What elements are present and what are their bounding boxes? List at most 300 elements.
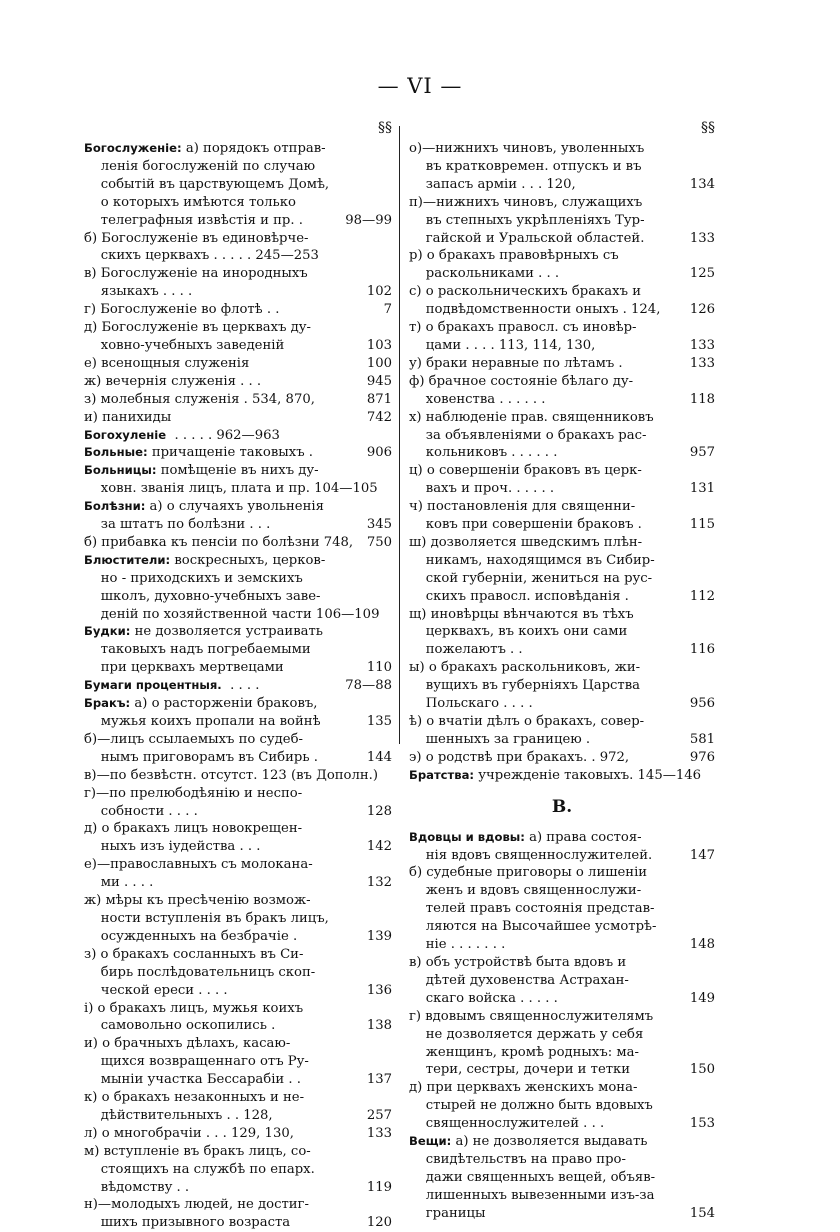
entry-text xyxy=(409,1133,715,1151)
page-reference: 257 xyxy=(366,1107,392,1123)
entry-text xyxy=(409,444,684,462)
entry-text xyxy=(84,462,392,480)
index-line xyxy=(84,731,392,749)
entry-body: б) Богослуженіе въ единовѣрче- xyxy=(84,230,309,246)
headword: Больные: xyxy=(84,445,148,460)
entry-text xyxy=(84,892,392,910)
column-divider xyxy=(399,126,400,744)
entry-body: пожелаютъ . . xyxy=(409,642,523,658)
entry-text xyxy=(84,982,361,1000)
entry-body: лишенныхъ вывезенными изъ-за xyxy=(409,1187,655,1203)
entry-body: . . . . . 962—963 xyxy=(170,427,280,443)
entry-text xyxy=(84,265,392,283)
entry-body: у) браки неравные по лѣтамъ . xyxy=(409,355,623,371)
entry-text xyxy=(84,444,361,462)
index-line xyxy=(409,918,715,936)
index-line xyxy=(409,606,715,624)
page-reference: 118 xyxy=(689,391,715,407)
page-reference: 120 xyxy=(366,1215,392,1231)
index-line xyxy=(84,713,392,731)
entry-body: не дозволяется устраивать xyxy=(134,624,323,640)
entry-body: цами . . . . 113, 114, 130, xyxy=(409,337,596,353)
entry-text xyxy=(409,972,715,990)
entry-body: ковъ при совершеніи браковъ . xyxy=(409,517,642,533)
index-line xyxy=(84,1053,392,1071)
index-line xyxy=(84,964,392,982)
index-line xyxy=(84,1089,392,1107)
index-line xyxy=(84,265,392,283)
index-line xyxy=(409,444,715,462)
index-line xyxy=(84,480,392,498)
index-line xyxy=(409,373,715,391)
entry-text xyxy=(84,534,361,552)
index-line xyxy=(409,972,715,990)
entry-text xyxy=(84,427,392,445)
entry-body: щ) иновѣрцы вѣнчаются въ тѣхъ xyxy=(409,606,634,622)
entry-text xyxy=(409,480,684,498)
entry-text xyxy=(84,1161,392,1179)
headword: Братства: xyxy=(409,767,475,782)
page-reference: 147 xyxy=(689,847,715,863)
entry-body: д) при церквахъ женскихъ мона- xyxy=(409,1080,638,1096)
index-line xyxy=(84,928,392,946)
entry-body: щихся возвращеннаго отъ Ру- xyxy=(84,1054,309,1070)
headword: Больницы: xyxy=(84,463,157,478)
index-line xyxy=(84,355,392,373)
entry-body: никамъ, находящимся въ Сибир- xyxy=(409,552,655,568)
entry-text xyxy=(84,856,392,874)
entry-body: ляются на Высочайшее усмотрѣ- xyxy=(409,919,657,935)
entry-body: о)—нижнихъ чиновъ, уволенныхъ xyxy=(409,141,645,156)
entry-text xyxy=(409,176,684,194)
index-line xyxy=(84,230,392,248)
entry-body: м) вступленіе въ бракъ лицъ, со- xyxy=(84,1143,311,1159)
entry-text xyxy=(409,462,715,480)
entry-text xyxy=(84,659,361,677)
index-line xyxy=(84,856,392,874)
entry-text xyxy=(409,391,684,409)
entry-text xyxy=(409,623,715,641)
entry-body: ми . . . . xyxy=(84,875,154,891)
page-reference: 154 xyxy=(689,1205,715,1221)
entry-text xyxy=(409,158,715,176)
entry-body: мыніи участка Бессарабіи . . xyxy=(84,1072,301,1088)
page-reference: 100 xyxy=(366,355,392,371)
index-line xyxy=(84,212,392,230)
entry-text xyxy=(409,212,715,230)
index-line xyxy=(84,982,392,1000)
index-line xyxy=(409,1169,715,1187)
page-reference: 125 xyxy=(689,266,715,282)
index-line xyxy=(409,623,715,641)
entry-text xyxy=(84,1179,361,1197)
page-reference: 957 xyxy=(689,445,715,461)
entry-text xyxy=(84,1107,361,1125)
entry-text xyxy=(409,882,715,900)
entry-text xyxy=(84,749,361,767)
entry-body: вахъ и проч. . . . . . xyxy=(409,481,555,497)
index-line xyxy=(84,337,392,355)
entry-body: ховенства . . . . . . xyxy=(409,391,546,407)
page-reference: 116 xyxy=(689,642,715,658)
page-reference: 153 xyxy=(689,1116,715,1132)
index-line xyxy=(84,749,392,767)
index-line xyxy=(409,498,715,516)
index-line xyxy=(84,516,392,534)
page-reference: 150 xyxy=(689,1062,715,1078)
entry-body: дажи священныхъ вещей, объяв- xyxy=(409,1169,656,1185)
index-line xyxy=(84,1179,392,1197)
entry-text xyxy=(84,838,361,856)
entry-text xyxy=(409,1115,684,1133)
entry-body: границы xyxy=(409,1205,486,1221)
index-line xyxy=(409,1097,715,1115)
entry-body: і) о бракахъ лицъ, мужья коихъ xyxy=(84,1000,304,1016)
entry-body: ы) о бракахъ раскольниковъ, жи- xyxy=(409,660,641,676)
index-line xyxy=(84,1107,392,1125)
index-line xyxy=(84,892,392,910)
entry-body: ховно-учебныхъ заведеній xyxy=(84,337,285,353)
entry-body: событій въ царствующемъ Домѣ, xyxy=(84,176,330,192)
index-line xyxy=(409,1205,715,1223)
right-entries-v xyxy=(409,829,715,1223)
index-line xyxy=(409,1079,715,1097)
entry-text xyxy=(409,847,684,865)
index-line xyxy=(84,570,392,588)
index-line xyxy=(409,158,715,176)
index-line xyxy=(409,570,715,588)
index-line xyxy=(409,864,715,882)
entry-text xyxy=(84,1125,361,1143)
index-line xyxy=(409,391,715,409)
entry-body: нымъ приговорамъ въ Сибирь . xyxy=(84,749,318,765)
index-line xyxy=(409,847,715,865)
entry-text xyxy=(84,1089,392,1107)
entry-text xyxy=(84,1035,392,1053)
page-reference: 110 xyxy=(366,660,392,676)
page-reference: 956 xyxy=(689,696,715,712)
page-reference: 139 xyxy=(366,928,392,944)
index-line xyxy=(409,954,715,972)
headword: Вдовцы и вдовы: xyxy=(409,829,525,844)
entry-body: а) права состоя- xyxy=(529,829,642,845)
entry-text xyxy=(84,820,392,838)
entry-text xyxy=(84,1000,392,1018)
entry-body: л) о многобрачіи . . . 129, 130, xyxy=(84,1125,294,1141)
index-line xyxy=(84,391,392,409)
index-line xyxy=(409,1061,715,1079)
index-line xyxy=(409,677,715,695)
entry-text xyxy=(409,355,684,373)
headword: Богохуленіе xyxy=(84,427,167,442)
entry-body: е) всенощныя служенія xyxy=(84,355,250,371)
entry-body: к) о бракахъ незаконныхъ и не- xyxy=(84,1090,305,1106)
entry-text xyxy=(409,301,684,319)
headword: Бумаги процентныя. xyxy=(84,678,222,693)
index-line xyxy=(409,516,715,534)
index-line xyxy=(84,767,392,785)
entry-body: а) не дозволяется выдавать xyxy=(455,1134,648,1150)
index-line xyxy=(409,212,715,230)
page-reference: 133 xyxy=(689,355,715,371)
page-reference: 102 xyxy=(366,284,392,300)
entry-body: но - приходскихъ и земскихъ xyxy=(84,570,303,586)
entry-body: е)—православныхъ съ молокана- xyxy=(84,857,313,873)
index-column-left xyxy=(84,120,392,1232)
entry-body: в)—по безвѣстн. отсутст. 123 (въ Дополн.) xyxy=(84,767,378,783)
entry-body: школъ, духовно-учебныхъ заве- xyxy=(84,588,321,604)
entry-body: ж) вечернія служенія . . . xyxy=(84,373,262,389)
entry-body: раскольниками . . . xyxy=(409,266,560,282)
entry-text xyxy=(409,954,715,972)
headword: Болѣзни: xyxy=(84,499,146,514)
entry-body: за штатъ по болѣзни . . . xyxy=(84,517,271,533)
entry-text xyxy=(409,516,684,534)
index-line xyxy=(84,623,392,641)
index-line xyxy=(409,588,715,606)
entry-body: а) порядокъ отправ- xyxy=(185,141,326,156)
index-line xyxy=(409,337,715,355)
index-line xyxy=(409,194,715,212)
page-reference: 133 xyxy=(366,1125,392,1141)
entry-text xyxy=(409,373,715,391)
page-reference: 945 xyxy=(366,373,392,389)
entry-text xyxy=(409,337,684,355)
entry-body: свидѣтельствъ на право про- xyxy=(409,1151,626,1167)
page-reference: 976 xyxy=(689,749,715,765)
index-line xyxy=(84,140,392,158)
entry-body: ніе . . . . . . . xyxy=(409,937,506,953)
headword: Бракъ: xyxy=(84,696,131,711)
index-line xyxy=(84,498,392,516)
headword: Будки: xyxy=(84,624,131,639)
index-line xyxy=(84,641,392,659)
headword: Богослуженіе: xyxy=(84,141,182,155)
page-reference: 131 xyxy=(689,481,715,497)
entry-body: г)—по прелюбодѣянію и неспо- xyxy=(84,785,303,801)
entry-body: б) прибавка къ пенсіи по болѣзни 748, xyxy=(84,534,354,550)
entry-body: стоящихъ на службѣ по епарх. xyxy=(84,1161,315,1177)
index-line xyxy=(409,480,715,498)
index-line xyxy=(84,677,392,695)
entry-text xyxy=(409,247,715,265)
entry-body: п)—нижнихъ чиновъ, служащихъ xyxy=(409,194,643,210)
letter-heading: В. xyxy=(551,796,573,817)
entry-text xyxy=(409,749,684,767)
entry-text xyxy=(84,767,392,785)
page-reference: 149 xyxy=(689,990,715,1006)
index-line xyxy=(409,990,715,1008)
entry-body: самовольно оскопились . xyxy=(84,1018,276,1034)
left-entries xyxy=(84,140,392,1232)
page-reference: 103 xyxy=(366,337,392,353)
entry-text xyxy=(409,641,684,659)
entry-text xyxy=(409,677,715,695)
page-reference: 98—99 xyxy=(345,212,392,228)
entry-text xyxy=(84,355,361,373)
section-mark-left: §§ xyxy=(378,120,392,136)
entry-text xyxy=(84,1196,392,1214)
entry-text xyxy=(84,176,392,194)
entry-body: з) о бракахъ сосланныхъ въ Си- xyxy=(84,946,304,962)
entry-body: б)—лицъ ссылаемыхъ по судеб- xyxy=(84,731,303,747)
index-line xyxy=(84,1161,392,1179)
page-reference: 142 xyxy=(366,839,392,855)
entry-text xyxy=(409,1187,715,1205)
entry-body: бирь послѣдовательницъ скоп- xyxy=(84,964,316,980)
index-line xyxy=(84,158,392,176)
page-reference: 133 xyxy=(689,230,715,246)
page-reference: 115 xyxy=(689,517,715,533)
index-line xyxy=(409,749,715,767)
entry-body: о которыхъ имѣются только xyxy=(84,194,296,210)
entry-text xyxy=(84,552,392,570)
page-reference: 136 xyxy=(366,982,392,998)
entry-text xyxy=(409,1169,715,1187)
index-line xyxy=(409,319,715,337)
entry-body: таковыхъ надъ погребаемыми xyxy=(84,642,311,658)
index-line xyxy=(409,427,715,445)
entry-text xyxy=(84,928,361,946)
index-line xyxy=(84,462,392,480)
entry-text xyxy=(409,194,715,212)
entry-body: шихъ призывного возраста xyxy=(84,1215,291,1231)
index-line xyxy=(409,936,715,954)
index-line xyxy=(409,409,715,427)
entry-text xyxy=(84,391,361,409)
index-line xyxy=(84,803,392,821)
entry-text xyxy=(409,570,715,588)
entry-body: ности вступленія въ бракъ лицъ, xyxy=(84,910,329,926)
index-line xyxy=(84,1035,392,1053)
entry-body: тери, сестры, дочери и тетки xyxy=(409,1062,631,1078)
index-line xyxy=(84,1000,392,1018)
entry-body: ской губерніи, жениться на рус- xyxy=(409,570,653,586)
entry-text xyxy=(409,731,684,749)
index-line xyxy=(409,900,715,918)
entry-body: Польскаго . . . . xyxy=(409,696,533,712)
entry-text xyxy=(409,498,715,516)
entry-body: р) о бракахъ правовѣрныхъ съ xyxy=(409,248,619,264)
entry-body: ц) о совершеніи браковъ въ церк- xyxy=(409,463,642,479)
page-reference: 133 xyxy=(689,337,715,353)
entry-text xyxy=(84,1214,361,1232)
entry-body: ныхъ изъ іудейства . . . xyxy=(84,839,261,855)
entry-text xyxy=(84,498,392,516)
index-line xyxy=(84,874,392,892)
entry-body: запасъ арміи . . . 120, xyxy=(409,176,576,192)
entry-text xyxy=(84,158,392,176)
entry-body: воскресныхъ, церков- xyxy=(174,552,326,568)
index-line xyxy=(84,820,392,838)
entry-body: в) Богослуженіе на инородныхъ xyxy=(84,266,308,282)
entry-body: подвѣдомственности оныхъ . 124, xyxy=(409,302,661,318)
index-line xyxy=(84,910,392,928)
entry-text xyxy=(409,1061,684,1079)
index-line xyxy=(84,247,392,265)
page-reference: 871 xyxy=(366,391,392,407)
entry-text xyxy=(84,1053,392,1071)
entry-body: за объявленіями о бракахъ рас- xyxy=(409,427,647,443)
entry-text xyxy=(409,900,715,918)
entry-text xyxy=(84,301,378,319)
index-line xyxy=(409,1187,715,1205)
entry-body: собности . . . . xyxy=(84,803,198,819)
entry-body: шенныхъ за границею . xyxy=(409,731,591,747)
entry-text xyxy=(409,606,715,624)
entry-body: женъ и вдовъ священнослужи- xyxy=(409,883,642,899)
entry-text xyxy=(84,713,361,731)
entry-text xyxy=(84,623,392,641)
entry-body: ф) брачное состояніе бѣлаго ду- xyxy=(409,373,634,389)
entry-text xyxy=(409,918,715,936)
index-line xyxy=(84,444,392,462)
entry-body: деній по хозяйственной части 106—109 xyxy=(84,606,380,622)
entry-body: учрежденіе таковыхъ. 145—146 xyxy=(478,767,702,783)
headword: Вещи: xyxy=(409,1134,452,1149)
page-reference: 7 xyxy=(383,302,392,318)
entry-text xyxy=(84,785,392,803)
entry-body: а) о расторженіи браковъ, xyxy=(134,696,318,712)
entry-text xyxy=(84,731,392,749)
entry-text xyxy=(84,230,392,248)
index-line xyxy=(409,882,715,900)
index-line xyxy=(409,1115,715,1133)
entry-body: ческой ереси . . . . xyxy=(84,982,228,998)
index-line xyxy=(409,230,715,248)
entry-body: г) вдовымъ священнослужителямъ xyxy=(409,1008,654,1024)
entry-text xyxy=(409,1008,715,1026)
page-reference: 135 xyxy=(366,714,392,729)
entry-body: помѣщеніе въ нихъ ду- xyxy=(160,463,319,479)
index-column-right xyxy=(409,120,715,1223)
entry-text xyxy=(84,283,361,301)
index-line xyxy=(409,176,715,194)
index-line xyxy=(84,1214,392,1232)
entry-text xyxy=(84,1071,361,1089)
entry-text xyxy=(409,936,684,954)
page-reference: 78—88 xyxy=(345,678,392,694)
entry-text xyxy=(409,990,684,1008)
entry-body: осужденныхъ на безбрачіе . xyxy=(84,928,298,944)
entry-body: въ степныхъ укрѣпленіяхъ Тур- xyxy=(409,212,645,228)
index-line xyxy=(84,606,392,624)
index-line xyxy=(84,1125,392,1143)
index-line xyxy=(409,1026,715,1044)
index-line xyxy=(84,427,392,445)
entry-body: телеграфныя извѣстія и пр. . xyxy=(84,212,303,228)
index-line xyxy=(84,695,392,713)
entry-body: х) наблюденіе прав. священниковъ xyxy=(409,409,654,425)
entry-text xyxy=(84,641,392,659)
index-line xyxy=(84,1196,392,1214)
entry-body: н)—молодыхъ людей, не достиг- xyxy=(84,1197,309,1213)
index-line xyxy=(84,319,392,337)
entry-text xyxy=(409,1079,715,1097)
entry-text xyxy=(409,1026,715,1044)
index-line xyxy=(409,659,715,677)
index-line xyxy=(409,1133,715,1151)
index-line xyxy=(84,552,392,570)
entry-body: скаго войска . . . . . xyxy=(409,990,558,1006)
index-line xyxy=(84,409,392,427)
entry-text xyxy=(84,247,392,265)
page-reference: 345 xyxy=(366,517,392,533)
index-line xyxy=(409,462,715,480)
entry-text xyxy=(409,140,715,158)
entry-body: женщинъ, кромѣ родныхъ: ма- xyxy=(409,1044,639,1060)
page-reference: 144 xyxy=(366,749,392,765)
